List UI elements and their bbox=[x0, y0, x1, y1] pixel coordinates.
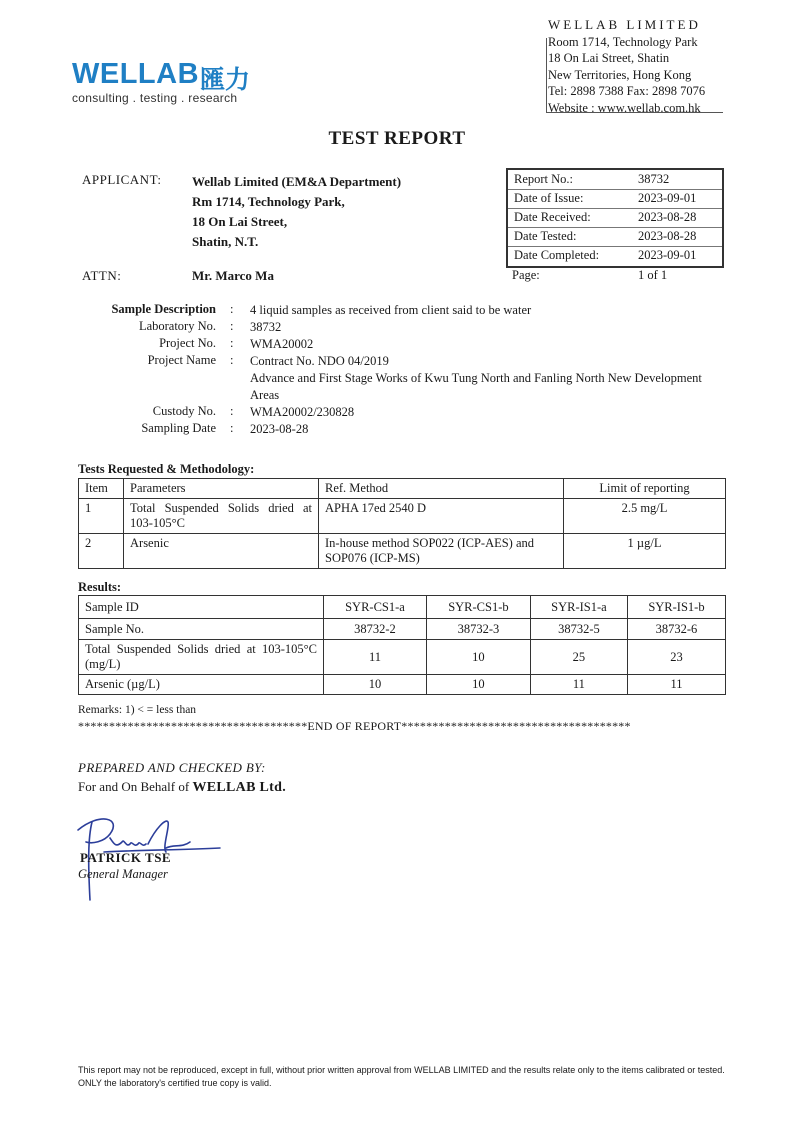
table-row bbox=[79, 640, 726, 675]
report-info-box bbox=[506, 168, 724, 268]
project-no-label: Project No. bbox=[159, 336, 216, 350]
table-cell: 10 bbox=[324, 675, 427, 695]
table-row bbox=[79, 675, 726, 695]
table-header-row bbox=[79, 479, 726, 499]
logo-tagline: consulting . testing . research bbox=[72, 91, 238, 105]
sample-description-block bbox=[92, 302, 732, 442]
table-row bbox=[79, 534, 726, 569]
on-behalf-prefix: For and On Behalf of bbox=[78, 779, 193, 794]
sample-id-cell: SYR-IS1-b bbox=[627, 596, 725, 619]
table-cell: 10 bbox=[426, 640, 530, 675]
page-value: 1 of 1 bbox=[638, 268, 668, 282]
applicant-line: Shatin, N.T. bbox=[192, 234, 259, 249]
company-name: WELLAB LIMITED bbox=[548, 17, 701, 32]
footer-disclaimer: This report may not be reproduced, except in full, without prior written approval from WELLAB LIMITED and the results relate only to the items calibrated or tested. ONLY the laboratory's certified true copy is valid. bbox=[78, 1065, 725, 1088]
report-no-value: 38732 bbox=[638, 172, 670, 186]
column-header: Limit of reporting bbox=[564, 479, 726, 499]
colon: : bbox=[230, 336, 234, 350]
column-header: Parameters bbox=[124, 479, 319, 499]
table-cell: APHA 17ed 2540 D bbox=[319, 499, 564, 534]
table-cell: 10 bbox=[426, 675, 530, 695]
date-received-label: Date Received: bbox=[514, 210, 591, 224]
table-cell: 38732-3 bbox=[426, 619, 530, 640]
project-name-value: Contract No. NDO 04/2019 bbox=[250, 354, 389, 368]
report-info-row bbox=[508, 170, 722, 190]
table-cell: 38732-2 bbox=[324, 619, 427, 640]
custody-no-label: Custody No. bbox=[152, 404, 216, 418]
date-completed-value: 2023-09-01 bbox=[638, 248, 697, 262]
applicant-line: 18 On Lai Street, bbox=[192, 214, 288, 229]
document-title: TEST REPORT bbox=[328, 128, 466, 149]
report-info-row bbox=[508, 246, 722, 265]
lab-no-label: Laboratory No. bbox=[138, 319, 216, 333]
on-behalf-company: WELLAB Ltd. bbox=[192, 780, 287, 795]
table-cell: 1 bbox=[79, 499, 124, 534]
sample-id-cell: SYR-CS1-a bbox=[324, 596, 427, 619]
address-line: 18 On Lai Street, Shatin bbox=[548, 51, 670, 65]
project-name-label: Project Name bbox=[147, 353, 216, 367]
table-cell: Arsenic (µg/L) bbox=[79, 675, 324, 695]
sample-desc-label: Sample Description bbox=[111, 302, 216, 316]
applicant-address bbox=[192, 172, 401, 252]
signer-title: General Manager bbox=[78, 867, 168, 881]
table-header-row bbox=[79, 596, 726, 619]
end-of-report-line: *************************************END OF REPORT************************************* bbox=[78, 719, 631, 733]
tests-table bbox=[78, 478, 726, 569]
sample-id-cell: SYR-CS1-b bbox=[426, 596, 530, 619]
project-no-value: WMA20002 bbox=[250, 337, 314, 351]
results-heading: Results: bbox=[78, 580, 122, 594]
logo-wordmark: WELLAB bbox=[72, 58, 200, 90]
table-cell: 11 bbox=[627, 675, 725, 695]
sampling-date-label: Sampling Date bbox=[141, 421, 216, 435]
logo-chinese-mark: 匯力 bbox=[200, 65, 251, 94]
table-cell: 38732-5 bbox=[530, 619, 627, 640]
colon: : bbox=[230, 319, 234, 333]
on-behalf-line bbox=[78, 779, 286, 796]
table-cell: 38732-6 bbox=[627, 619, 725, 640]
date-tested-label: Date Tested: bbox=[514, 229, 577, 243]
table-cell: 2.5 mg/L bbox=[564, 499, 726, 534]
table-cell: 25 bbox=[530, 640, 627, 675]
tests-heading: Tests Requested & Methodology: bbox=[78, 462, 255, 476]
table-row bbox=[79, 499, 726, 534]
applicant-line: Wellab Limited (EM&A Department) bbox=[192, 174, 402, 189]
sample-desc-value: 4 liquid samples as received from client said to be water bbox=[250, 303, 532, 317]
colon: : bbox=[230, 353, 234, 367]
phone-fax-line: Tel: 2898 7388 Fax: 2898 7076 bbox=[548, 84, 706, 98]
signer-name: PATRICK TSE bbox=[80, 850, 172, 865]
table-cell: 11 bbox=[530, 675, 627, 695]
date-issue-label: Date of Issue: bbox=[514, 191, 584, 205]
report-info-row bbox=[508, 189, 722, 209]
prepared-by-label: PREPARED AND CHECKED BY: bbox=[78, 760, 266, 775]
report-no-label: Report No.: bbox=[514, 172, 574, 186]
table-cell: Sample ID bbox=[79, 596, 324, 619]
table-cell: In-house method SOP022 (ICP-AES) and SOP076 (ICP-MS) bbox=[319, 534, 564, 569]
applicant-line: Rm 1714, Technology Park, bbox=[192, 194, 345, 209]
attn-label: ATTN: bbox=[82, 268, 122, 283]
table-cell: 2 bbox=[79, 534, 124, 569]
colon: : bbox=[230, 421, 234, 435]
table-cell: 23 bbox=[627, 640, 725, 675]
date-completed-label: Date Completed: bbox=[514, 248, 600, 262]
attn-value: Mr. Marco Ma bbox=[192, 268, 274, 283]
website-line: Website : www.wellab.com.hk bbox=[548, 100, 701, 115]
report-info-row bbox=[508, 227, 722, 247]
address-line: Room 1714, Technology Park bbox=[548, 34, 698, 49]
date-tested-value: 2023-08-28 bbox=[638, 229, 697, 243]
colon: : bbox=[230, 404, 234, 418]
sample-id-cell: SYR-IS1-a bbox=[530, 596, 627, 619]
applicant-label: APPLICANT: bbox=[82, 172, 162, 187]
custody-no-value: WMA20002/230828 bbox=[250, 405, 355, 419]
sampling-date-value: 2023-08-28 bbox=[250, 422, 309, 436]
table-cell: Arsenic bbox=[124, 534, 319, 569]
column-header: Item bbox=[79, 479, 124, 499]
colon: : bbox=[230, 302, 234, 316]
table-cell: Total Suspended Solids dried at 103-105°C bbox=[124, 499, 319, 534]
results-table bbox=[78, 595, 726, 695]
project-name-value-line2: Advance and First Stage Works of Kwu Tung North and Fanling North New Development Areas bbox=[250, 371, 702, 402]
date-received-value: 2023-08-28 bbox=[638, 210, 697, 224]
table-cell: 1 µg/L bbox=[564, 534, 726, 569]
date-issue-value: 2023-09-01 bbox=[638, 191, 697, 205]
table-cell: 11 bbox=[324, 640, 427, 675]
address-line: New Territories, Hong Kong bbox=[548, 67, 692, 82]
page-label: Page: bbox=[512, 268, 540, 282]
company-address-block bbox=[548, 17, 705, 116]
column-header: Ref. Method bbox=[319, 479, 564, 499]
report-info-row bbox=[508, 208, 722, 228]
lab-no-value: 38732 bbox=[250, 320, 282, 334]
table-row bbox=[79, 619, 726, 640]
remarks-text: Remarks: 1) < = less than bbox=[78, 704, 197, 716]
table-cell: Total Suspended Solids dried at 103-105°C (mg/L) bbox=[79, 640, 324, 675]
table-cell: Sample No. bbox=[79, 619, 324, 640]
